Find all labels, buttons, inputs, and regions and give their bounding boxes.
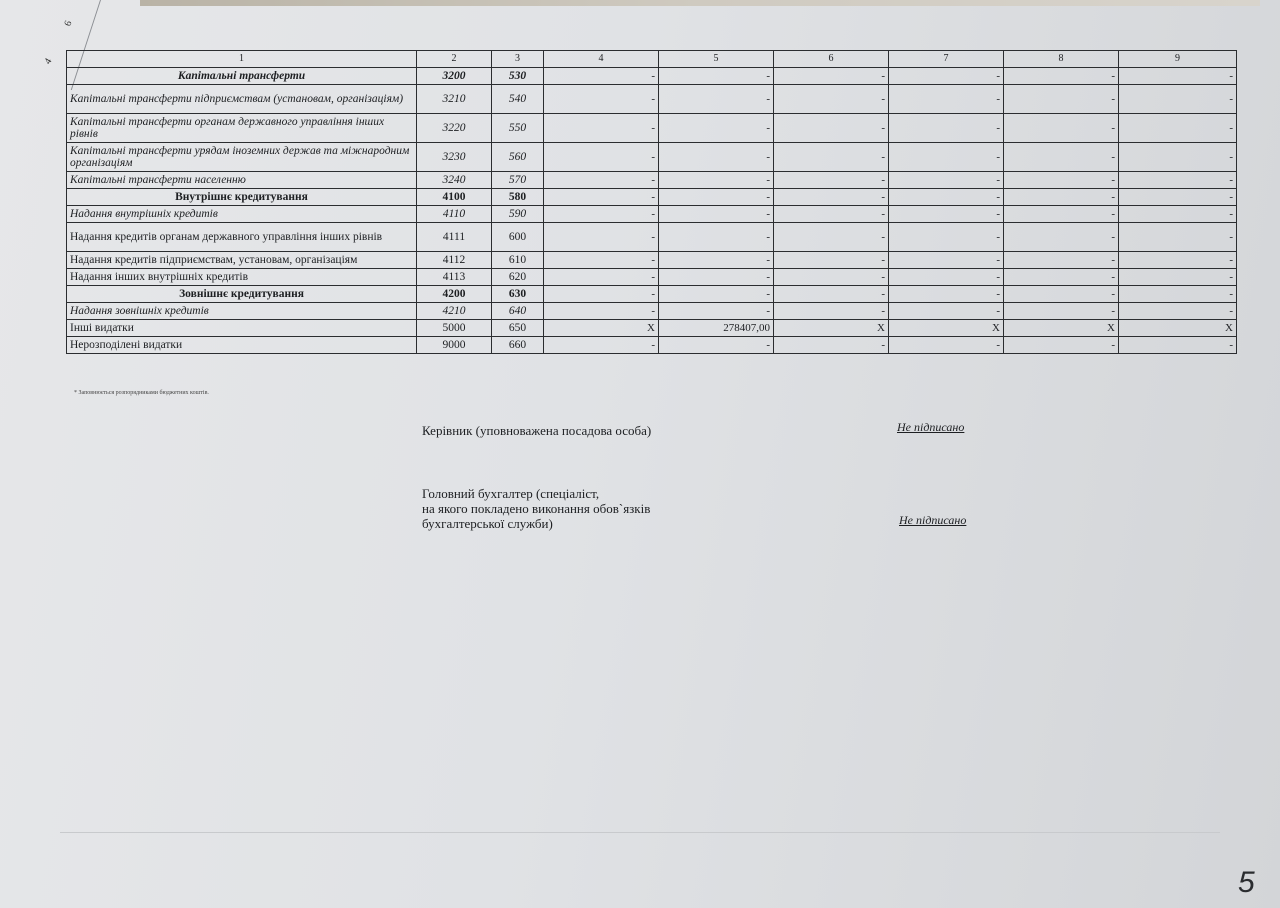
value-cell: -: [1004, 303, 1119, 320]
value-cell: -: [544, 337, 659, 354]
row-number-cell: 570: [492, 172, 544, 189]
value-cell: -: [659, 252, 774, 269]
value-cell: -: [774, 252, 889, 269]
row-code-cell: 4210: [417, 303, 492, 320]
value-cell: -: [774, 68, 889, 85]
value-cell: X: [774, 320, 889, 337]
value-cell: -: [544, 303, 659, 320]
column-header: 5: [659, 51, 774, 68]
row-number-cell: 530: [492, 68, 544, 85]
value-cell: -: [659, 303, 774, 320]
table-row: [67, 172, 1237, 189]
value-cell: -: [659, 85, 774, 114]
row-number-cell: 590: [492, 206, 544, 223]
value-cell: -: [774, 269, 889, 286]
column-header: 6: [774, 51, 889, 68]
value-cell: -: [1004, 68, 1119, 85]
value-cell: -: [659, 189, 774, 206]
value-cell: -: [659, 337, 774, 354]
row-code-cell: 4113: [417, 269, 492, 286]
table-row: [67, 206, 1237, 223]
value-cell: -: [1004, 114, 1119, 143]
table-row: [67, 286, 1237, 303]
value-cell: -: [1004, 286, 1119, 303]
row-code-cell: 3240: [417, 172, 492, 189]
value-cell: -: [659, 269, 774, 286]
row-number-cell: 540: [492, 85, 544, 114]
table-row: [67, 303, 1237, 320]
value-cell: -: [1004, 143, 1119, 172]
row-number-cell: 560: [492, 143, 544, 172]
value-cell: X: [544, 320, 659, 337]
value-cell: -: [889, 143, 1004, 172]
row-number-cell: 600: [492, 223, 544, 252]
value-cell: -: [544, 172, 659, 189]
accountant-signer-label: [422, 486, 650, 531]
row-name-cell: Капітальні трансферти урядам іноземних держав та міжнародним організаціям: [67, 143, 417, 172]
row-number-cell: 650: [492, 320, 544, 337]
row-name-cell: Нерозподілені видатки: [67, 337, 417, 354]
value-cell: -: [1119, 286, 1237, 303]
value-cell: -: [1119, 252, 1237, 269]
row-name-cell: Інші видатки: [67, 320, 417, 337]
value-cell: -: [774, 85, 889, 114]
value-cell: -: [774, 114, 889, 143]
value-cell: -: [544, 269, 659, 286]
value-cell: -: [889, 85, 1004, 114]
value-cell: X: [889, 320, 1004, 337]
value-cell: -: [889, 206, 1004, 223]
value-cell: -: [1004, 269, 1119, 286]
value-cell: -: [1119, 172, 1237, 189]
value-cell: -: [889, 252, 1004, 269]
value-cell: -: [889, 114, 1004, 143]
row-number-cell: 550: [492, 114, 544, 143]
value-cell: -: [889, 68, 1004, 85]
row-number-cell: 630: [492, 286, 544, 303]
row-name-cell: Капітальні трансферти органам державного управління інших рівнів: [67, 114, 417, 143]
accountant-label-line: Головний бухгалтер (спеціаліст,: [422, 486, 600, 501]
accountant-signature-status: Не підписано: [899, 513, 967, 527]
row-code-cell: 4200: [417, 286, 492, 303]
row-number-cell: 620: [492, 269, 544, 286]
row-number-cell: 660: [492, 337, 544, 354]
row-name-cell: Внутрішнє кредитування: [67, 189, 417, 206]
column-header: 7: [889, 51, 1004, 68]
value-cell: -: [1004, 206, 1119, 223]
value-cell: -: [544, 206, 659, 223]
value-cell: -: [659, 172, 774, 189]
value-cell: 278407,00: [659, 320, 774, 337]
row-name-cell: Надання кредитів органам державного управління інших рівнів: [67, 223, 417, 252]
value-cell: -: [774, 143, 889, 172]
table-row: [67, 68, 1237, 85]
value-cell: -: [659, 206, 774, 223]
value-cell: -: [1119, 337, 1237, 354]
value-cell: -: [1119, 223, 1237, 252]
value-cell: -: [1119, 85, 1237, 114]
column-header: 2: [417, 51, 492, 68]
row-code-cell: 3200: [417, 68, 492, 85]
value-cell: -: [774, 223, 889, 252]
row-code-cell: 5000: [417, 320, 492, 337]
table-row: [67, 269, 1237, 286]
value-cell: -: [544, 223, 659, 252]
value-cell: -: [659, 143, 774, 172]
value-cell: -: [774, 189, 889, 206]
value-cell: -: [544, 189, 659, 206]
row-name-cell: Зовнішнє кредитування: [67, 286, 417, 303]
footnote: * Заповнюється розпорядниками бюджетних коштів.: [74, 390, 209, 396]
row-code-cell: 4100: [417, 189, 492, 206]
value-cell: -: [1119, 269, 1237, 286]
table-row: [67, 320, 1237, 337]
corner-digit: 6: [62, 19, 75, 28]
column-header: 4: [544, 51, 659, 68]
value-cell: -: [774, 337, 889, 354]
row-name-cell: Надання внутрішніх кредитів: [67, 206, 417, 223]
table-row: [67, 189, 1237, 206]
row-number-cell: 640: [492, 303, 544, 320]
head-signer-label: Керівник (уповноважена посадова особа): [422, 423, 652, 438]
value-cell: -: [889, 303, 1004, 320]
value-cell: -: [889, 223, 1004, 252]
row-code-cell: 3230: [417, 143, 492, 172]
table-row: [67, 143, 1237, 172]
value-cell: -: [659, 223, 774, 252]
value-cell: -: [1004, 337, 1119, 354]
value-cell: -: [1119, 114, 1237, 143]
value-cell: -: [544, 143, 659, 172]
page-footer-line: [60, 832, 1220, 833]
header-row: [67, 51, 1237, 68]
row-name-cell: Надання кредитів підприємствам, установам, організаціям: [67, 252, 417, 269]
row-code-cell: 3220: [417, 114, 492, 143]
row-name-cell: Капітальні трансферти: [67, 68, 417, 85]
value-cell: -: [1119, 143, 1237, 172]
value-cell: -: [544, 252, 659, 269]
row-name-cell: Надання інших внутрішніх кредитів: [67, 269, 417, 286]
value-cell: -: [1119, 206, 1237, 223]
value-cell: -: [659, 286, 774, 303]
value-cell: -: [659, 68, 774, 85]
head-signature-status: Не підписано: [897, 420, 965, 434]
value-cell: -: [889, 269, 1004, 286]
value-cell: -: [1004, 85, 1119, 114]
value-cell: -: [774, 286, 889, 303]
row-code-cell: 4111: [417, 223, 492, 252]
column-header: 1: [67, 51, 417, 68]
row-number-cell: 580: [492, 189, 544, 206]
value-cell: -: [774, 303, 889, 320]
accountant-label-line: на якого покладено виконання обов`язків: [422, 501, 651, 516]
value-cell: -: [1119, 189, 1237, 206]
row-code-cell: 9000: [417, 337, 492, 354]
expenditure-table: [66, 50, 1237, 354]
column-header: 3: [492, 51, 544, 68]
value-cell: X: [1119, 320, 1237, 337]
value-cell: -: [544, 286, 659, 303]
accountant-label-line: бухгалтерської служби): [422, 516, 553, 531]
row-code-cell: 4112: [417, 252, 492, 269]
value-cell: -: [544, 114, 659, 143]
value-cell: -: [1004, 189, 1119, 206]
table-body: [67, 68, 1237, 354]
row-name-cell: Капітальні трансферти населенню: [67, 172, 417, 189]
value-cell: -: [774, 172, 889, 189]
table-row: [67, 252, 1237, 269]
value-cell: -: [1004, 252, 1119, 269]
column-header: 8: [1004, 51, 1119, 68]
value-cell: X: [1004, 320, 1119, 337]
value-cell: -: [1119, 68, 1237, 85]
value-cell: -: [544, 85, 659, 114]
value-cell: -: [889, 189, 1004, 206]
value-cell: -: [659, 114, 774, 143]
value-cell: -: [889, 286, 1004, 303]
table-row: [67, 337, 1237, 354]
table-row: [67, 85, 1237, 114]
value-cell: -: [1119, 303, 1237, 320]
sheet-edge: [140, 0, 1260, 6]
row-name-cell: Капітальні трансферти підприємствам (установам, організаціям): [67, 85, 417, 114]
value-cell: -: [889, 172, 1004, 189]
value-cell: -: [889, 337, 1004, 354]
value-cell: -: [774, 206, 889, 223]
corner-digit: 4: [42, 56, 55, 67]
row-name-cell: Надання зовнішніх кредитів: [67, 303, 417, 320]
table-row: [67, 114, 1237, 143]
handwritten-page-number: 5: [1238, 866, 1255, 899]
row-code-cell: 4110: [417, 206, 492, 223]
value-cell: -: [1004, 223, 1119, 252]
value-cell: -: [1004, 172, 1119, 189]
column-header: 9: [1119, 51, 1237, 68]
row-code-cell: 3210: [417, 85, 492, 114]
value-cell: -: [544, 68, 659, 85]
row-number-cell: 610: [492, 252, 544, 269]
table-row: [67, 223, 1237, 252]
